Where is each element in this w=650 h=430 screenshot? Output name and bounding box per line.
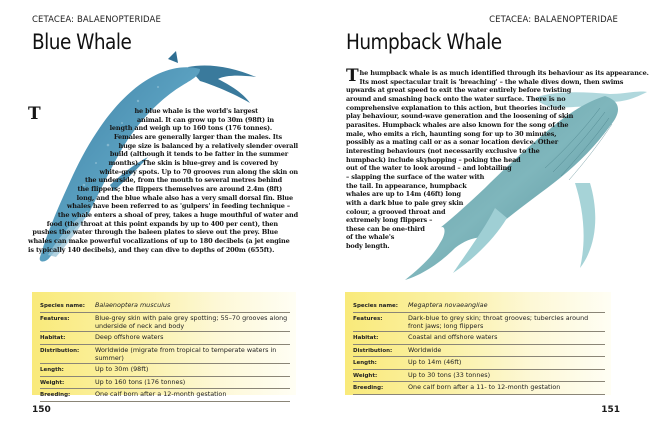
fact-value: Dark-blue to grey skin; throat grooves; tubercles around front jaws; long flippers [408, 312, 605, 332]
fact-label: Weight: [353, 369, 408, 382]
fact-value: Blue-grey skin with pale grey spotting; 55–70 grooves along underside of neck and body [95, 312, 290, 332]
body-line: whales can make powerful vocalizations of up to 180 decibels (a jet engine [28, 236, 290, 245]
body-line: upwards at great speed to exit the water entirely before twisting [346, 86, 572, 95]
body-line: Females are generally larger than the males. Its [113, 132, 282, 141]
body-line: whales have been referred to as 'gulpers' in feeding technique – [66, 202, 290, 211]
fact-value: One calf born after a 12-month gestation [95, 389, 290, 402]
fact-label: Features: [40, 312, 95, 332]
fact-value: Balaenoptera musculus [95, 300, 290, 312]
fact-row [353, 332, 605, 345]
body-line: colour, a grooved throat and [346, 207, 446, 216]
fact-value: Deep offshore waters [95, 332, 290, 345]
page-number: 150 [32, 405, 51, 415]
fact-label: Breeding: [353, 382, 408, 395]
fact-row [40, 376, 290, 389]
body-line: the whale enters a shoal of prey, takes a huge mouthful of water and [57, 210, 298, 219]
fact-box [32, 292, 296, 398]
fact-row [40, 389, 290, 402]
fact-row [353, 300, 605, 312]
fact-value: Up to 30m (98ft) [95, 364, 290, 377]
body-line: pushes the water through the baleen plates to sieve out the prey. Blue [32, 228, 278, 237]
fact-value: Up to 160 tons (176 tonnes) [95, 376, 290, 389]
fact-row [40, 300, 290, 312]
body-line: parasites. Humpback whales are also known for the song of the [346, 120, 569, 129]
body-line: is typically 140 decibels), and they can dive to depths of 200m (655ft). [28, 245, 275, 254]
fact-row [40, 312, 290, 332]
body-line: body length. [346, 242, 390, 251]
fact-label: Breeding: [40, 389, 95, 402]
fact-label: Habitat: [40, 332, 95, 345]
body-line: interesting behaviours (not necessarily exclusive to the [346, 146, 540, 155]
fact-row [353, 357, 605, 370]
page-number: 151 [601, 405, 620, 415]
fact-row [40, 332, 290, 345]
body-line: T he blue whale is the world's largest [28, 104, 258, 124]
fact-label: Length: [40, 364, 95, 377]
drop-cap: T [28, 104, 41, 124]
page-right [325, 0, 650, 430]
fact-row [353, 344, 605, 357]
body-line: length and weigh up to 160 tons (176 tonnes). [109, 124, 272, 133]
body-line: of the whale's [346, 233, 395, 242]
fact-value: Coastal and offshore waters [408, 332, 605, 345]
page-title: Blue Whale [32, 30, 132, 54]
fact-value: Worldwide [408, 344, 605, 357]
fact-row [353, 382, 605, 395]
body-line: male, who emits a rich, haunting song for up to 30 minutes, [346, 129, 557, 138]
fact-label: Distribution: [353, 344, 408, 357]
body-line: possibly as a mating call or as a sonar location device. Other [346, 138, 559, 147]
section-label: CETACEA: BALAENOPTERIDAE [32, 15, 161, 25]
fact-row [40, 364, 290, 377]
body-line: these can be one-third [346, 224, 425, 233]
fact-value: Up to 30 tons (33 tonnes) [408, 369, 605, 382]
fact-label: Weight: [40, 376, 95, 389]
fact-value: Up to 14m (46ft) [408, 357, 605, 370]
body-line: with a dark blue to pale grey skin [346, 198, 464, 207]
fact-label: Length: [353, 357, 408, 370]
section-label: CETACEA: BALAENOPTERIDAE [489, 15, 618, 25]
body-line: food (the throat at this point expands by up to 400 per cent), then [46, 219, 278, 228]
fact-row [40, 344, 290, 364]
page-title: Humpback Whale [346, 30, 502, 54]
fact-value: Worldwide (migrate from tropical to temperate waters in summer) [95, 344, 290, 364]
fact-label: Species name: [40, 300, 95, 312]
fact-box [345, 292, 611, 395]
fact-label: Features: [353, 312, 408, 332]
body-line: out of the water to look around – and lobtailing [346, 164, 512, 173]
body-line: animal. It can grow up to 30m (98ft) in [136, 115, 274, 124]
body-line: extremely long flippers – [346, 216, 433, 225]
body-line: huge size is balanced by a relatively slender overall [118, 141, 298, 150]
fact-label: Distribution: [40, 344, 95, 364]
body-line: Its most spectacular trait is 'breaching' – the whale dives down, then swims [359, 77, 624, 86]
fact-value: Megaptera novaeangliae [408, 300, 605, 312]
body-line: white-grey spots. Up to 70 grooves run along the skin on [99, 167, 298, 176]
body-line: long, and the blue whale also has a very small dorsal fin. Blue [76, 193, 293, 202]
body-line: the tail. In appearance, humpback [346, 181, 467, 190]
body-line: the flippers; the flippers themselves are around 2.4m (8ft) [77, 184, 282, 193]
drop-cap: T [346, 66, 359, 86]
fact-row [353, 312, 605, 332]
body-line: months). The skin is blue-grey and is covered by [108, 158, 278, 167]
fact-table [40, 300, 290, 402]
article-body [28, 104, 298, 254]
fact-table [353, 300, 605, 395]
fact-label: Species name: [353, 300, 408, 312]
body-line: comprehensive explanation to this action, but theories include [346, 103, 566, 112]
fact-row [353, 369, 605, 382]
fact-value: One calf born after a 11- to 12-month gestation [408, 382, 605, 395]
body-line: – slapping the surface of the water with [346, 172, 485, 181]
fact-label: Habitat: [353, 332, 408, 345]
body-line: The humpback whale is as much identified through its behaviour as its appearance. [346, 66, 649, 86]
body-line: play behaviour, sound-wave generation and the loosening of skin [346, 112, 574, 121]
body-line: build (although it tends to be fatter in the summer [109, 150, 288, 159]
body-line: the underside, from the mouth to several metres behind [85, 176, 282, 185]
article-body [346, 66, 649, 251]
body-line: humpback) include skyhopping – poking the head [346, 155, 521, 164]
body-line: around and smashing back onto the water surface. There is no [346, 94, 566, 103]
body-line: whales are up to 14m (46ft) long [346, 190, 461, 199]
